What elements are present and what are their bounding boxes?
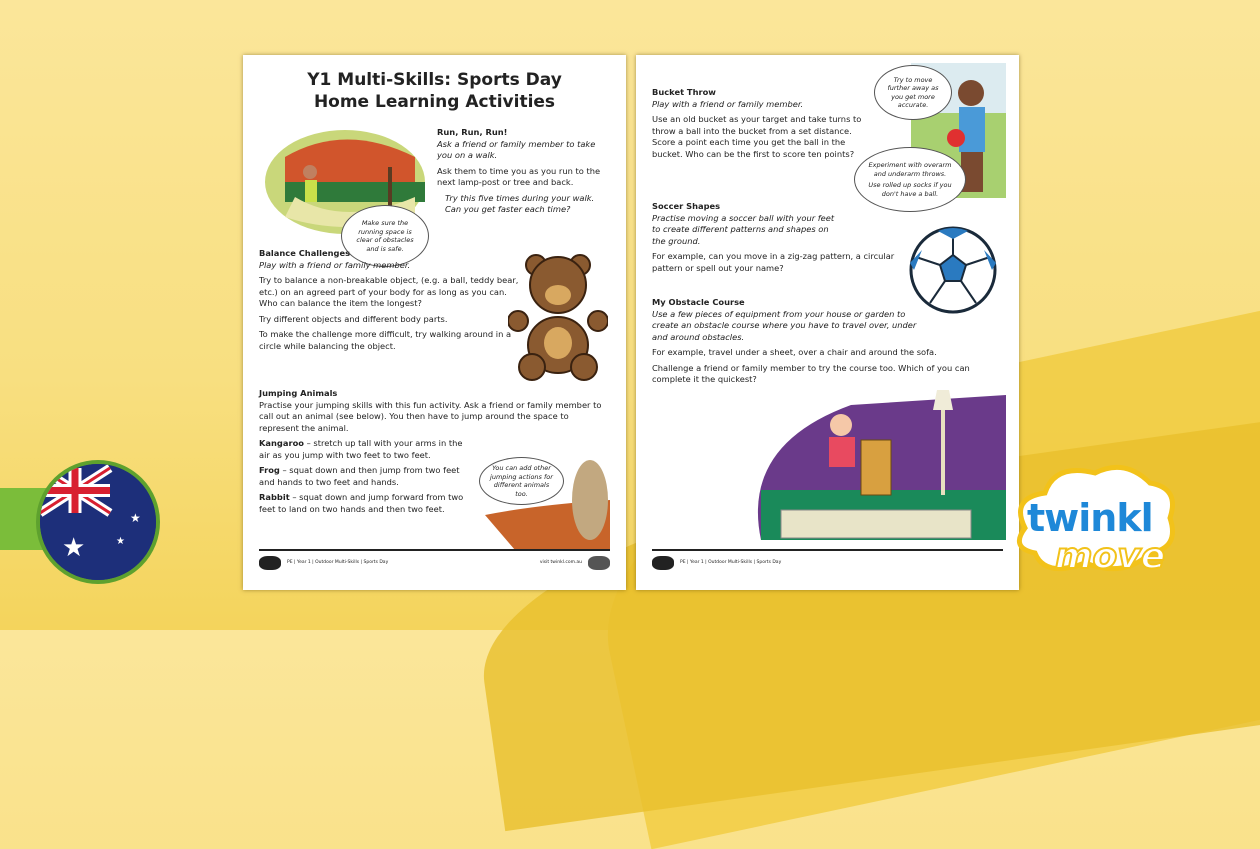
paragraph: Use an old bucket as your target and take turns to throw a ball into the bucket from a set distance. Score a point each time you get the ball in the bucket. Who can be the first to score ten points? [652, 114, 862, 159]
australian-flag-badge [36, 460, 160, 584]
page-title [259, 69, 610, 113]
footer-text: PE | Year 1 | Outdoor Multi-Skills | Sports Day [287, 560, 389, 566]
speech-bubble: Try to move further away as you get more accurate. [874, 65, 952, 120]
paragraph: For example, travel under a sheet, over a chair and around the sofa. [652, 347, 937, 357]
paragraph: Try different objects and different body parts. [259, 313, 448, 324]
section-heading: My Obstacle Course [652, 297, 745, 307]
paragraph: Try to balance a non-breakable object, (e.g. a ball, teddy bear, etc.) on an agreed part of your body for as long as you can. Who can balance the item the longest? [259, 275, 519, 308]
animal-label: Kangaroo [259, 438, 304, 448]
paragraph: Ask them to time you as you run to the next lamp-post or tree and back. [437, 165, 601, 187]
paragraph: – squat down and jump forward from two feet to land on two hands and then two feet. [259, 492, 464, 514]
twinkl-footer-logo [588, 556, 610, 570]
logo-word-twinkl: twinkl [1027, 496, 1153, 540]
paragraph: Challenge a friend or family member to try the course too. Which of you can complete it the quickest? [652, 362, 970, 384]
paragraph: To make the challenge more difficult, try walking around in a circle while balancing the object. [259, 329, 512, 351]
worksheet-page-2 [636, 55, 1019, 590]
title-line: Home Learning Activities [313, 92, 556, 112]
footer-text: PE | Year 1 | Outdoor Multi-Skills | Sports Day [680, 560, 782, 566]
paragraph: Play with a friend or family member. [652, 98, 804, 109]
paragraph: – stretch up tall with your arms in the air as you jump with two feet to two feet. [259, 438, 463, 460]
speech-bubble: You can add other jumping actions for different animals too. [479, 457, 564, 505]
svg-text:★: ★ [130, 511, 141, 525]
paragraph: Play with a friend or family member. [259, 259, 411, 270]
paragraph: Practise your jumping skills with this fun activity. Ask a friend or family member to call out an animal (see below). You then have to jump around the space to represent the animal. [259, 399, 602, 433]
paragraph: Use a few pieces of equipment from your house or garden to create an obstacle course where you have to travel over, under and around obstacles. [652, 308, 917, 342]
section-heading: Soccer Shapes [652, 201, 721, 211]
title-line: Y1 Multi-Skills: Sports Day [307, 70, 562, 90]
section-heading: Run, Run, Run! [437, 127, 508, 137]
animal-label: Rabbit [259, 492, 290, 502]
balance-section [259, 248, 519, 356]
logo-word-move: move [1055, 536, 1166, 577]
australian-flag-icon [40, 464, 156, 580]
page-footer [259, 549, 610, 570]
obstacle-section [652, 297, 1002, 390]
soccer-section [652, 201, 902, 278]
speech-bubble: Make sure the running space is clear of obstacles and is safe. [341, 205, 429, 267]
footer-url: visit twinkl.com.au [539, 560, 582, 566]
twinkl-footer-logo [259, 556, 281, 570]
twinkl-footer-logo [652, 556, 674, 570]
bubble-text: Experiment with overarm and underarm throws. [868, 161, 952, 178]
section-heading: Balance Challenges [259, 248, 351, 258]
twinkl-move-logo [1005, 458, 1185, 583]
bubble-text: Use rolled up socks if you don't have a ball. [868, 181, 952, 198]
paragraph: Try this five times during your walk. Can you get faster each time? [445, 192, 595, 214]
living-room-obstacle-illustration [741, 385, 1006, 540]
svg-text:★: ★ [62, 533, 86, 563]
paragraph: Ask a friend or family member to take you on a walk. [437, 138, 596, 160]
section-heading: Bucket Throw [652, 87, 716, 97]
page-footer [652, 549, 1003, 570]
paragraph: For example, can you move in a zig-zag pattern, a circular pattern or spell out your name? [652, 251, 895, 273]
paragraph: Practise moving a soccer ball with your feet to create different patterns and shapes on the ground. [652, 212, 835, 246]
animal-label: Frog [259, 465, 280, 475]
section-heading: Jumping Animals [259, 388, 338, 398]
paragraph: – squat down and then jump from two feet and hands to two feet and hands. [259, 465, 460, 487]
bucket-section [652, 87, 877, 164]
teddy-bear-illustration [508, 253, 608, 383]
worksheet-page-1 [243, 55, 626, 590]
svg-text:★: ★ [116, 536, 125, 547]
run-section [437, 127, 612, 220]
